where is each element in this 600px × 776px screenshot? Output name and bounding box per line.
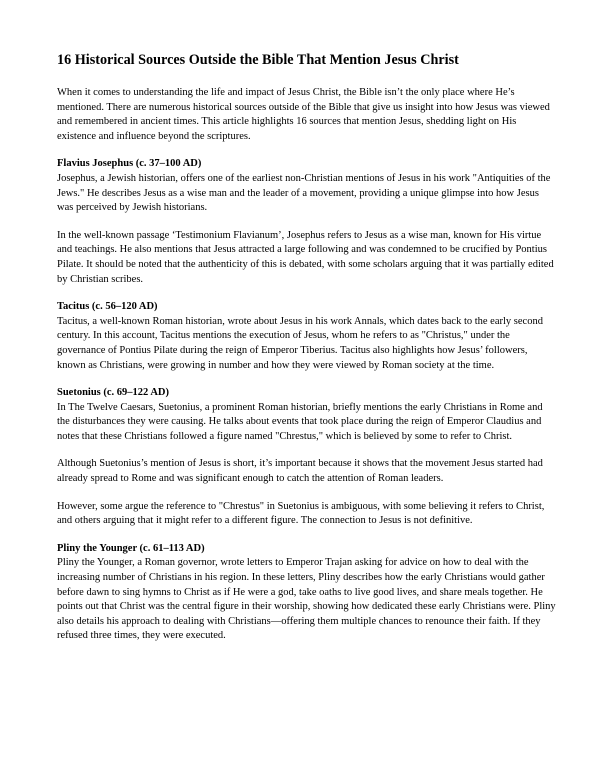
section-paragraph: However, some argue the reference to "Chrestus" in Suetonius is ambiguous, with some believing it refers to Christ, and others arguing that it might refer to a different figure. The connection to Jesus is not definitive.: [57, 500, 545, 527]
section-tacitus: [57, 300, 557, 373]
section-heading: Flavius Josephus (c. 37–100 AD): [57, 158, 202, 170]
section-suetonius: [57, 386, 557, 529]
section-paragraph: Josephus, a Jewish historian, offers one of the earliest non-Christian mentions of Jesus in his work "Antiquities of the Jews." He describes Jesus as a wise man and the leader of a movement, providing a unique glimpse into how Jesus was perceived by Jewish historians.: [57, 172, 551, 214]
document-title: 16 Historical Sources Outside the Bible That Mention Jesus Christ: [57, 52, 459, 68]
section-paragraph: Tacitus, a well-known Roman historian, wrote about Jesus in his work Annals, which dates back to the early second century. In this account, Tacitus mentions the execution of Jesus, whom he refers to as "Christus," under the governance of Pontius Pilate during the reign of Emperor Tiberius. Tacitus also highlights how Jesus’ followers, known as Christians, were growing in number and how they were viewed by Roman society at the time.: [57, 315, 543, 371]
intro-paragraph: When it comes to understanding the life and impact of Jesus Christ, the Bible isn’t the only place where He’s mentioned. There are numerous historical sources outside of the Bible that give us insight into how Jesus was viewed and remembered in ancient times. This article highlights 16 sources that mention Jesus, shedding light on His existence and influence beyond the scriptures.: [57, 87, 550, 142]
section-josephus: [57, 157, 557, 287]
section-heading: Tacitus (c. 56–120 AD): [57, 301, 158, 313]
section-pliny: [57, 542, 557, 644]
section-paragraph: In The Twelve Caesars, Suetonius, a prominent Roman historian, briefly mentions the early Christians in Rome and the disturbances they were causing. He talks about events that took place during the reign of Emperor Claudius and notes that these Christians followed a figure named "Chrestus," which is believed by some to refer to Christ.: [57, 401, 543, 442]
document-page: [57, 52, 557, 657]
section-heading: Pliny the Younger (c. 61–113 AD): [57, 542, 205, 554]
section-paragraph: Although Suetonius’s mention of Jesus is short, it’s important because it shows that the movement Jesus started had already spread to Rome and was significant enough to catch the attention of Roman leaders.: [57, 458, 543, 485]
section-paragraph: In the well-known passage ‘Testimonium Flavianum’, Josephus refers to Jesus as a wise man, known for His virtue and teachings. He also mentions that Jesus attracted a large following and was condemned to be crucified by Pontius Pilate. It should be noted that the authenticity of this is debated, with some scholars arguing that it was partially edited by Christian scribes.: [57, 229, 554, 285]
section-heading: Suetonius (c. 69–122 AD): [57, 387, 170, 399]
section-paragraph: Pliny the Younger, a Roman governor, wrote letters to Emperor Trajan asking for advice on how to deal with the increasing number of Christians in his region. In these letters, Pliny describes how the early Christians would gather before dawn to sing hymns to Christ as if He were a god, take oaths to live good lives, and share meals together. He points out that Christ was the central figure in their worship, showing how dedicated these early Christians were. Pliny also details his approach to dealing with Christians—offering them multiple chances to renounce their faith. If they refused three times, they were executed.: [57, 557, 556, 642]
